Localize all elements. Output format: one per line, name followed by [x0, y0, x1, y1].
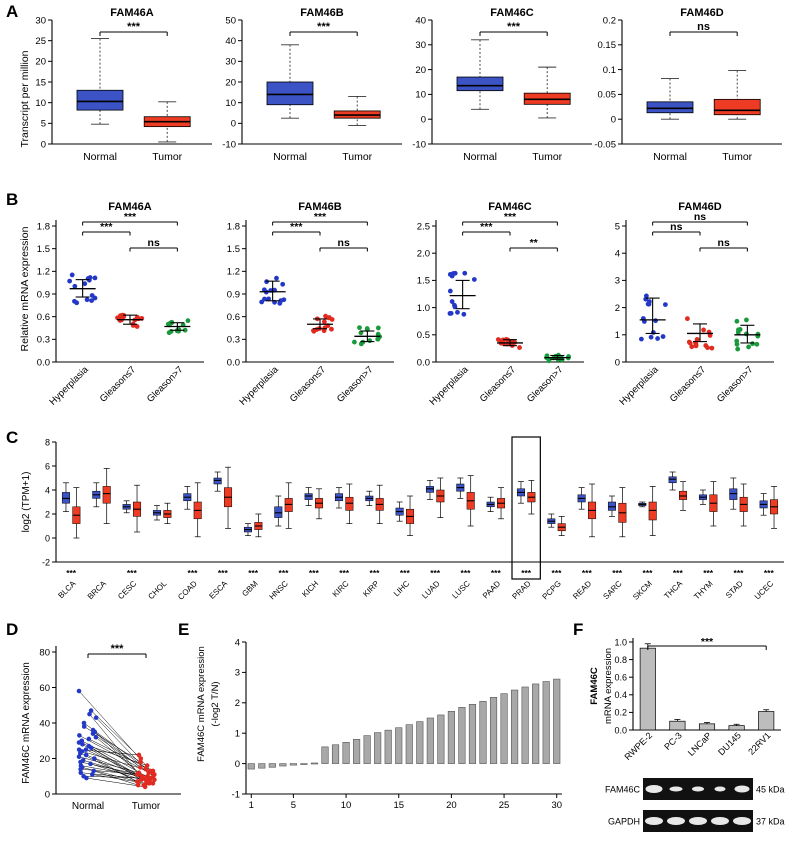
panel-a-cat: Tumor [532, 151, 563, 163]
panel-c-cancer-label: STAD [723, 579, 745, 601]
panel-a-ytick: 0.1 [602, 64, 616, 76]
panel-e-ytick: 1 [234, 728, 240, 740]
panel-e-ylabel-2: (-log2 T/N) [210, 681, 221, 727]
panel-a-ytick: -10 [222, 139, 236, 151]
panel-d-ytick: 60 [39, 682, 50, 694]
panel-a-ytick: -10 [412, 139, 426, 151]
panel-d-cat-normal: Normal [71, 801, 105, 812]
panel-a-ytick: 20 [415, 64, 426, 76]
panel-f [585, 626, 790, 841]
panel-c-sig: *** [339, 568, 350, 578]
panel-b-sig: *** [123, 211, 137, 223]
panel-c-sig: *** [581, 568, 592, 578]
panel-b-group: Gleason>7 [145, 364, 186, 405]
panel-a-ytick: -0.05 [594, 139, 616, 151]
panel-b-ytick: 0.3 [226, 334, 240, 346]
panel-c-cancer-label: CESC [116, 579, 139, 602]
panel-c-cancer-label: READ [571, 579, 594, 602]
panel-b-sig: ** [529, 237, 538, 249]
panel-e-xtick: 20 [446, 800, 457, 811]
panel-b-group: Hyperplasia [427, 364, 471, 408]
panel-a-ytick: 40 [415, 15, 426, 27]
panel-c-sig: *** [369, 568, 380, 578]
panel-c [16, 432, 791, 617]
panel-c-cancer-label: BRCA [85, 579, 108, 602]
panel-c-cancer-label: UCEC [752, 579, 776, 602]
panel-a-cat: Normal [273, 151, 307, 163]
panel-c-cancer-label: LIHC [391, 579, 412, 599]
panel-f-cell-label: RWPE-2 [622, 730, 655, 763]
panel-a-cat: Tumor [342, 151, 373, 163]
panel-c-sig: *** [66, 568, 77, 578]
panel-c-cancer-label: THCA [662, 579, 685, 601]
panel-letter-d: D [6, 620, 19, 639]
blot-size-FAM46C: 45 kDa [756, 784, 785, 795]
panel-a-ytick: 0.2 [602, 15, 616, 27]
panel-c-sig: *** [278, 568, 289, 578]
panel-a-sig: *** [317, 21, 331, 33]
blot-label-FAM46C: FAM46C [604, 784, 640, 795]
panel-b [16, 194, 786, 424]
panel-c-cancer-label: HNSC [267, 579, 290, 602]
panel-c-sig: *** [551, 568, 562, 578]
panel-b-ytick: 1.5 [226, 243, 240, 255]
panel-b-ytick: 2.0 [416, 248, 430, 260]
panel-f-ylabel-2: mRNA expression [603, 647, 614, 725]
blot-label-GAPDH: GAPDH [607, 816, 640, 827]
panel-c-chart [16, 432, 791, 617]
panel-b-ytick: 0 [614, 357, 620, 369]
panel-b-title-3: FAM46D [678, 201, 722, 213]
panel-b-sig: ns [337, 237, 350, 249]
panel-b-ytick: 4 [614, 248, 620, 260]
panel-letter-a: A [6, 2, 19, 21]
panel-c-ytick: 6 [44, 461, 50, 472]
panel-a-ytick: 0.05 [597, 89, 616, 101]
panel-b-ytick: 2 [614, 302, 620, 314]
panel-f-ytick: 0.8 [614, 654, 627, 665]
panel-a-title-2: FAM46C [490, 7, 534, 19]
panel-c-ytick: 4 [44, 485, 50, 496]
panel-d [16, 626, 196, 841]
panel-a-ytick: 0 [420, 114, 426, 126]
panel-c-cancer-label: LUSC [450, 579, 472, 601]
panel-c-ytick: 8 [44, 437, 50, 448]
panel-a-ytick: 20 [35, 56, 46, 68]
panel-b-ytick: 3 [614, 275, 620, 287]
panel-e-ytick: 2 [234, 698, 240, 710]
panel-e-ylabel-1: FAM46C mRNA expression [196, 646, 207, 762]
panel-b-ytick: 1.5 [416, 275, 430, 287]
panel-b-ytick: 0.3 [36, 334, 50, 346]
panel-b-title-1: FAM46B [298, 201, 342, 213]
panel-b-group: Gleason>7 [525, 364, 566, 405]
panel-b-ytick: 0.0 [416, 357, 430, 369]
panel-f-sig: *** [700, 636, 714, 648]
panel-c-sig: *** [521, 568, 532, 578]
panel-a-sig: *** [507, 21, 521, 33]
panel-c-sig: *** [217, 568, 228, 578]
panel-b-ytick: 0.6 [36, 311, 50, 323]
panel-b-ytick: 1 [614, 330, 620, 342]
panel-b-sig: ns [147, 237, 160, 249]
panel-c-cancer-label: PAAD [480, 579, 503, 601]
panel-b-ytick: 0.9 [36, 289, 50, 301]
panel-b-sig: ns [693, 211, 707, 223]
panel-b-sig: *** [503, 211, 517, 223]
panel-b-ytick: 1.8 [226, 221, 240, 233]
panel-e-xtick: 10 [340, 800, 352, 811]
panel-b-sig: ns [717, 237, 730, 249]
panel-b-ytick: 1.8 [36, 221, 50, 233]
panel-b-title-0: FAM46A [108, 201, 152, 213]
panel-letter-e: E [178, 620, 190, 639]
panel-c-sig: *** [642, 568, 653, 578]
panel-a-chart [16, 4, 786, 184]
panel-letter-f: F [573, 620, 584, 639]
panel-b-group: Gleason≤7 [287, 364, 329, 405]
panel-b-group: Hyperplasia [617, 364, 661, 408]
panel-c-cancer-label: GBM [240, 579, 260, 599]
panel-a-title-1: FAM46B [300, 7, 344, 19]
panel-e-xtick: 15 [393, 800, 405, 811]
panel-a-title-0: FAM46A [110, 7, 154, 19]
panel-c-cancer-label: KIRP [361, 579, 381, 599]
panel-b-ytick: 1.2 [36, 266, 50, 278]
panel-b-ytick: 1.5 [36, 243, 50, 255]
panel-f-cell-label: DU145 [716, 730, 744, 758]
panel-c-sig: *** [460, 568, 471, 578]
panel-b-title-2: FAM46C [488, 201, 532, 213]
panel-b-ytick: 0.0 [226, 357, 240, 369]
panel-b-group: Gleason≤7 [477, 364, 519, 405]
panel-b-sig: *** [480, 221, 493, 233]
panel-a [16, 4, 786, 184]
panel-c-sig: *** [248, 568, 259, 578]
panel-c-sig: *** [308, 568, 319, 578]
panel-b-sig: ns [670, 221, 683, 233]
panel-b-ytick: 0.0 [36, 357, 50, 369]
panel-b-ytick: 0.6 [226, 311, 240, 323]
panel-c-cancer-label: THYM [692, 579, 715, 602]
panel-c-ytick: 0 [44, 533, 50, 544]
panel-a-ytick: 5 [40, 118, 46, 130]
panel-b-ytick: 0.9 [226, 289, 240, 301]
panel-b-group: Gleason≤7 [667, 364, 709, 405]
panel-a-ytick: 0 [40, 139, 46, 151]
panel-c-cancer-label: PRAD [510, 579, 533, 602]
panel-c-cancer-label: SKCM [631, 579, 654, 602]
panel-a-sig: *** [127, 21, 141, 33]
panel-f-ytick: 1.0 [614, 637, 627, 648]
panel-a-ytick: 0 [610, 114, 616, 126]
panel-c-sig: *** [733, 568, 744, 578]
panel-a-cat: Tumor [722, 151, 753, 163]
panel-b-ytick: 2.5 [416, 221, 430, 233]
panel-e-xtick: 5 [290, 800, 297, 811]
panel-d-ytick: 80 [39, 647, 50, 659]
panel-d-ytick: 20 [39, 753, 50, 765]
panel-d-cat-tumor: Tumor [131, 801, 161, 812]
panel-e [190, 626, 570, 841]
panel-f-cell-label: PC-3 [662, 730, 684, 752]
panel-a-ytick: 30 [225, 56, 236, 68]
panel-c-sig: *** [672, 568, 683, 578]
panel-b-sig: *** [313, 211, 327, 223]
panel-b-ytick: 1.2 [226, 266, 240, 278]
panel-e-xtick: 25 [498, 800, 510, 811]
panel-e-ytick: -1 [231, 789, 240, 801]
panel-b-ytick: 0.5 [416, 330, 430, 342]
panel-a-cat: Tumor [152, 151, 183, 163]
panel-a-cat: Normal [463, 151, 497, 163]
panel-c-cancer-label: CHOL [146, 579, 169, 602]
panel-f-ytick: 0.2 [614, 707, 627, 718]
panel-f-cell-label: 22RV1 [746, 730, 773, 757]
panel-f-ytick: 0.6 [614, 672, 627, 683]
panel-a-ytick: 25 [35, 35, 46, 47]
panel-d-ylabel: FAM46C mRNA expression [21, 662, 32, 784]
panel-c-sig: *** [490, 568, 501, 578]
panel-c-ytick: -2 [41, 557, 50, 568]
panel-e-ytick: 4 [234, 637, 240, 649]
panel-a-ylabel: Transcript per million [19, 50, 31, 148]
panel-f-chart [585, 626, 790, 841]
panel-a-ytick: 30 [415, 40, 426, 52]
panel-a-ytick: 20 [225, 77, 236, 89]
panel-c-sig: *** [399, 568, 410, 578]
panel-a-ytick: 0 [230, 118, 236, 130]
panel-e-chart [190, 626, 570, 841]
panel-a-ytick: 0.15 [597, 40, 616, 52]
panel-f-ytick: 0.0 [614, 725, 627, 736]
panel-c-cancer-label: COAD [176, 579, 199, 602]
panel-f-ylabel-1: FAM46C [589, 667, 600, 705]
panel-d-ytick: 40 [39, 718, 50, 730]
panel-c-ytick: 2 [44, 509, 50, 520]
panel-c-sig: *** [612, 568, 623, 578]
panel-d-chart [16, 626, 196, 841]
panel-a-ytick: 10 [225, 97, 236, 109]
panel-b-ytick: 1.0 [416, 302, 430, 314]
panel-c-sig: *** [126, 568, 137, 578]
panel-a-ytick: 10 [35, 97, 46, 109]
panel-a-sig: ns [697, 21, 711, 33]
panel-c-cancer-label: BLCA [56, 579, 78, 601]
panel-b-group: Gleason≤7 [97, 364, 139, 405]
panel-b-ylabel: Relative mRNA expression [19, 226, 31, 352]
panel-e-xtick: 30 [551, 800, 563, 811]
panel-f-ytick: 0.4 [614, 690, 627, 701]
panel-letter-b: B [6, 190, 19, 209]
panel-c-sig: *** [763, 568, 774, 578]
panel-a-ytick: 40 [225, 35, 236, 47]
panel-a-ytick: 50 [225, 15, 236, 27]
panel-c-cancer-label: SARC [601, 579, 624, 602]
panel-c-cancer-label: PCPG [540, 579, 563, 602]
panel-b-group: Gleason>7 [335, 364, 376, 405]
panel-e-ytick: 3 [234, 667, 240, 679]
panel-letter-c: C [6, 428, 19, 447]
panel-c-sig: *** [430, 568, 441, 578]
panel-b-group: Hyperplasia [237, 364, 281, 408]
blot-size-GAPDH: 37 kDa [756, 816, 785, 827]
panel-c-sig: *** [703, 568, 714, 578]
panel-c-sig: *** [187, 568, 198, 578]
panel-b-sig: *** [290, 221, 303, 233]
panel-c-ylabel: log2 (TPM+1) [21, 471, 32, 533]
panel-a-ytick: 30 [35, 15, 46, 27]
panel-b-ytick: 5 [614, 221, 620, 233]
panel-a-title-3: FAM46D [680, 7, 724, 19]
panel-a-cat: Normal [83, 151, 117, 163]
panel-e-ytick: 0 [234, 758, 240, 770]
panel-c-cancer-label: KIRC [330, 579, 351, 599]
panel-d-ytick: 0 [44, 789, 50, 801]
panel-b-group: Hyperplasia [47, 364, 91, 408]
panel-b-sig: *** [100, 221, 113, 233]
panel-a-cat: Normal [653, 151, 687, 163]
panel-c-cancer-label: LUAD [420, 579, 442, 601]
panel-f-cell-label: LNCaP [685, 730, 714, 758]
panel-e-xtick: 1 [248, 800, 254, 811]
panel-c-cancer-label: ESCA [207, 579, 230, 601]
panel-b-group: Gleason>7 [715, 364, 756, 405]
panel-d-sig: *** [110, 643, 124, 655]
panel-b-chart [16, 194, 786, 424]
panel-c-cancer-label: KICH [300, 579, 321, 599]
panel-a-ytick: 10 [415, 89, 426, 101]
panel-a-ytick: 15 [35, 77, 46, 89]
